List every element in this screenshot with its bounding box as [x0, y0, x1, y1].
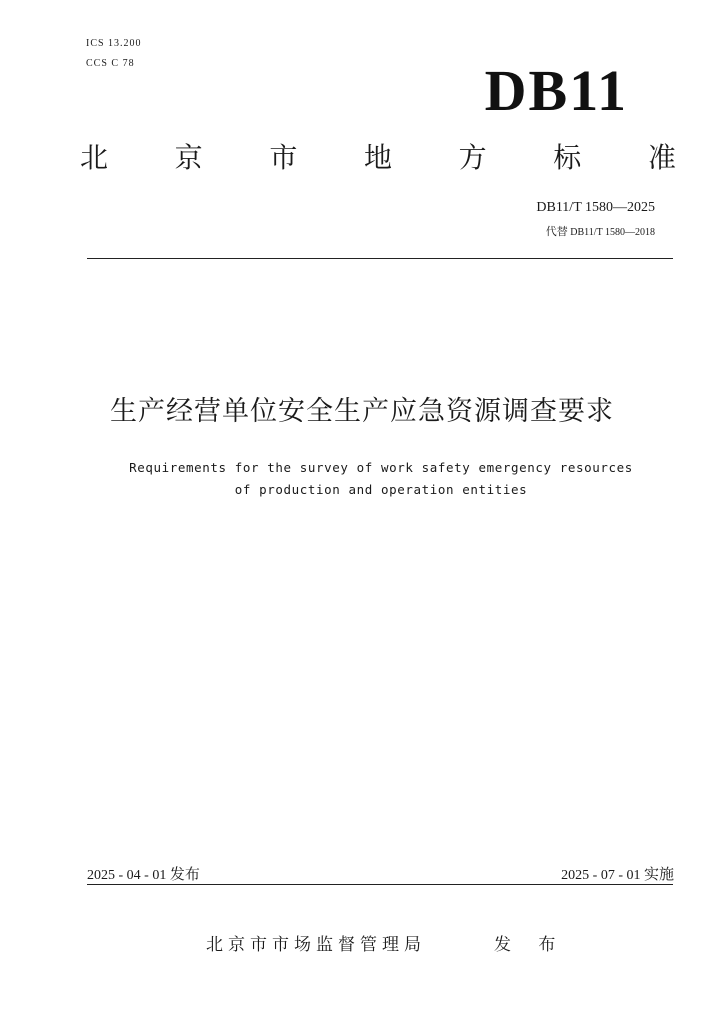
standard-number: DB11/T 1580—2025	[536, 200, 655, 215]
top-divider	[87, 258, 673, 259]
standard-type-char: 方	[458, 141, 487, 174]
replaces-number: DB11/T 1580—2018	[570, 227, 655, 238]
issue-date-value: 2025 - 04 - 01	[87, 868, 167, 883]
standard-logo: DB11	[484, 58, 628, 123]
implementation-date	[561, 864, 674, 886]
title-en-line-1: Requirements for the survey of work safety emergency resources	[129, 460, 633, 475]
implementation-date-value: 2025 - 07 - 01	[561, 868, 641, 883]
standard-type-char: 标	[553, 141, 582, 174]
ics-code: ICS 13.200	[86, 38, 142, 49]
publisher-name: 北京市市场监督管理局	[206, 935, 426, 955]
ccs-code: CCS C 78	[86, 58, 135, 69]
issue-label: 发布	[169, 865, 200, 883]
title-en-line-2: of production and operation entities	[234, 482, 528, 497]
replaces-line	[546, 223, 655, 239]
standard-type-heading	[80, 138, 676, 178]
publish-label: 发 布	[494, 935, 567, 955]
standard-type-char: 京	[174, 141, 203, 174]
standard-type-char: 准	[647, 141, 676, 174]
issue-date	[87, 864, 200, 886]
standard-type-char: 北	[80, 141, 109, 174]
document-title-en	[0, 457, 724, 501]
standard-type-char: 地	[363, 141, 392, 174]
replaces-label: 代替	[545, 225, 568, 238]
bottom-divider	[87, 884, 673, 885]
document-title-cn: 生产经营单位安全生产应急资源调查要求	[110, 396, 614, 427]
implementation-label: 实施	[643, 865, 674, 883]
standard-type-char: 市	[269, 141, 298, 174]
